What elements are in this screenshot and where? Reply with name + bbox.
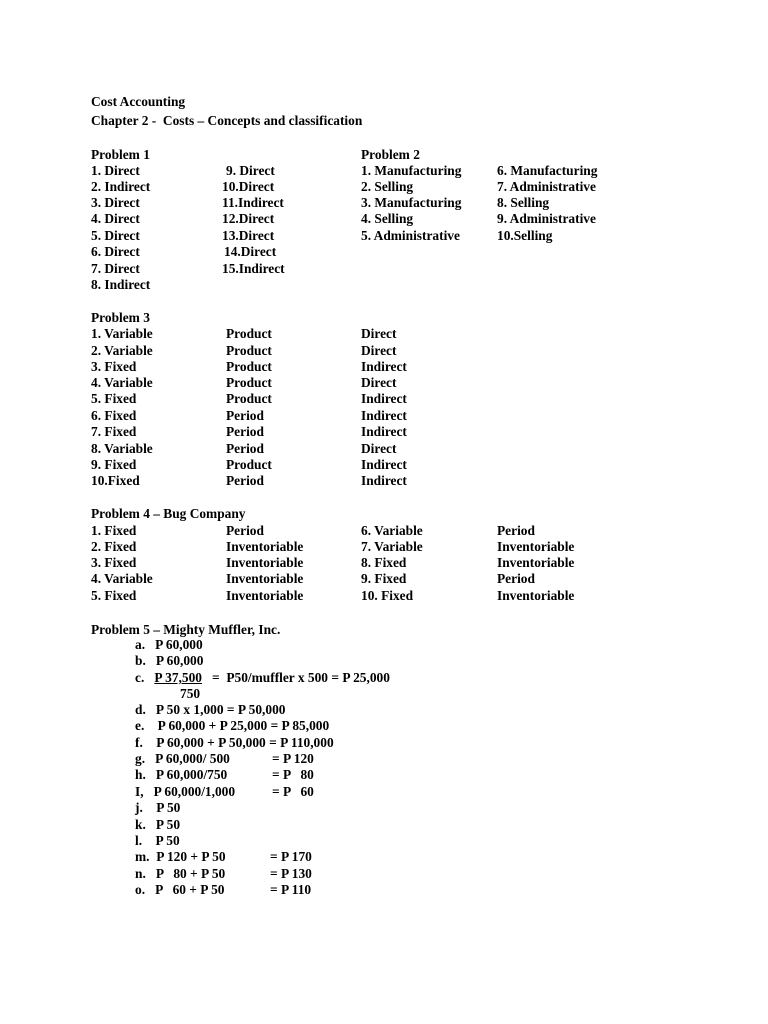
- problem-3-behavior: 1. Variable: [91, 326, 153, 341]
- problem-1-answer: 14.Direct: [224, 244, 277, 259]
- problem-2-title: Problem 2: [361, 147, 420, 162]
- problem-3-cost-type: Period: [226, 441, 264, 456]
- problem-3-cost-type: Product: [226, 359, 272, 374]
- problem-4-behavior: 8. Fixed: [361, 555, 407, 570]
- problem-4-cost-type: Inventoriable: [226, 571, 304, 586]
- problem-5-item-a: a. P 60,000: [135, 637, 203, 652]
- problem-4-title: Problem 4 – Bug Company: [91, 506, 246, 521]
- problem-5-item-o: o. P 60 + P 50: [135, 882, 225, 897]
- problem-3-traceability: Indirect: [361, 424, 407, 439]
- problem-3-cost-type: Product: [226, 343, 272, 358]
- problem-5-item-k: k. P 50: [135, 817, 181, 832]
- problem-5-item-h-result: = P 80: [272, 767, 314, 782]
- problem-3-cost-type: Product: [226, 457, 272, 472]
- problem-4-cost-type: Inventoriable: [497, 539, 575, 554]
- problem-2-answer: 6. Manufacturing: [497, 163, 598, 178]
- problem-5-item-d: d. P 50 x 1,000 = P 50,000: [135, 702, 286, 717]
- problem-3-cost-type: Product: [226, 375, 272, 390]
- problem-3-cost-type: Product: [226, 326, 272, 341]
- fraction-denominator: 750: [180, 686, 201, 701]
- document-chapter-title: Chapter 2 - Costs – Concepts and classification: [91, 113, 363, 128]
- problem-5-item-h: h. P 60,000/750: [135, 767, 228, 782]
- problem-3-behavior: 2. Variable: [91, 343, 153, 358]
- problem-5-item-l: l. P 50: [135, 833, 180, 848]
- problem-3-traceability: Direct: [361, 343, 397, 358]
- problem-1-answer: 6. Direct: [91, 244, 140, 259]
- problem-1-answer: 4. Direct: [91, 211, 140, 226]
- problem-4-cost-type: Period: [497, 571, 535, 586]
- problem-4-behavior: 1. Fixed: [91, 523, 137, 538]
- problem-5-item-n-result: = P 130: [270, 866, 312, 881]
- problem-5-title: Problem 5 – Mighty Muffler, Inc.: [91, 622, 281, 637]
- problem-5-item-n: n. P 80 + P 50: [135, 866, 226, 881]
- problem-1-answer: 5. Direct: [91, 228, 140, 243]
- problem-3-traceability: Indirect: [361, 457, 407, 472]
- problem-5-item-e: e. P 60,000 + P 25,000 = P 85,000: [135, 718, 330, 733]
- problem-3-traceability: Indirect: [361, 359, 407, 374]
- problem-5-item-b: b. P 60,000: [135, 653, 204, 668]
- problem-4-cost-type: Inventoriable: [226, 588, 304, 603]
- problem-4-cost-type: Inventoriable: [497, 588, 575, 603]
- problem-1-answer: 8. Indirect: [91, 277, 151, 292]
- problem-5-item-i-result: = P 60: [272, 784, 314, 799]
- problem-4-behavior: 2. Fixed: [91, 539, 137, 554]
- problem-3-behavior: 4. Variable: [91, 375, 153, 390]
- problem-4-behavior: 5. Fixed: [91, 588, 137, 603]
- problem-2-answer: 7. Administrative: [497, 179, 596, 194]
- problem-3-cost-type: Period: [226, 473, 264, 488]
- problem-4-behavior: 6. Variable: [361, 523, 423, 538]
- problem-1-title: Problem 1: [91, 147, 150, 162]
- fraction-numerator: P 37,500: [154, 670, 202, 685]
- problem-1-answer: 3. Direct: [91, 195, 140, 210]
- problem-2-answer: 2. Selling: [361, 179, 414, 194]
- problem-2-answer: 5. Administrative: [361, 228, 460, 243]
- problem-5-item-g: g. P 60,000/ 500: [135, 751, 230, 766]
- problem-3-behavior: 9. Fixed: [91, 457, 137, 472]
- problem-4-cost-type: Inventoriable: [226, 539, 304, 554]
- fraction-result: = P50/muffler x 500 = P 25,000: [201, 670, 390, 685]
- problem-1-answer: 13.Direct: [222, 228, 275, 243]
- problem-4-behavior: 7. Variable: [361, 539, 423, 554]
- problem-2-answer: 4. Selling: [361, 211, 414, 226]
- problem-4-behavior: 10. Fixed: [361, 588, 414, 603]
- item-label: c.: [135, 670, 155, 685]
- problem-1-answer: 12.Direct: [222, 211, 275, 226]
- problem-2-answer: 9. Administrative: [497, 211, 596, 226]
- problem-4-cost-type: Inventoriable: [497, 555, 575, 570]
- problem-4-cost-type: Period: [497, 523, 535, 538]
- problem-3-behavior: 10.Fixed: [91, 473, 140, 488]
- problem-3-behavior: 7. Fixed: [91, 424, 137, 439]
- problem-2-answer: 10.Selling: [497, 228, 553, 243]
- problem-1-answer: 9. Direct: [226, 163, 275, 178]
- problem-3-behavior: 5. Fixed: [91, 391, 137, 406]
- problem-5-item-o-result: = P 110: [270, 882, 312, 897]
- problem-5-item-f: f. P 60,000 + P 50,000 = P 110,000: [135, 735, 334, 750]
- problem-5-item-m: m. P 120 + P 50: [135, 849, 226, 864]
- problem-1-answer: 7. Direct: [91, 261, 140, 276]
- problem-2-answer: 8. Selling: [497, 195, 550, 210]
- problem-4-cost-type: Period: [226, 523, 264, 538]
- problem-5-item-m-result: = P 170: [270, 849, 312, 864]
- problem-3-cost-type: Product: [226, 391, 272, 406]
- problem-3-traceability: Direct: [361, 375, 397, 390]
- problem-3-behavior: 3. Fixed: [91, 359, 137, 374]
- document-course-title: Cost Accounting: [91, 94, 186, 109]
- problem-1-answer: 2. Indirect: [91, 179, 151, 194]
- problem-5-item-i: I, P 60,000/1,000: [135, 784, 236, 799]
- problem-1-answer: 1. Direct: [91, 163, 140, 178]
- problem-4-behavior: 3. Fixed: [91, 555, 137, 570]
- problem-3-title: Problem 3: [91, 310, 150, 325]
- problem-4-behavior: 4. Variable: [91, 571, 153, 586]
- problem-2-answer: 3. Manufacturing: [361, 195, 462, 210]
- problem-5-item-g-result: = P 120: [272, 751, 314, 766]
- problem-3-traceability: Indirect: [361, 473, 407, 488]
- problem-4-cost-type: Inventoriable: [226, 555, 304, 570]
- problem-1-answer: 15.Indirect: [222, 261, 285, 276]
- problem-3-cost-type: Period: [226, 408, 264, 423]
- problem-3-traceability: Direct: [361, 326, 397, 341]
- problem-3-traceability: Direct: [361, 441, 397, 456]
- problem-1-answer: 11.Indirect: [222, 195, 284, 210]
- problem-4-behavior: 9. Fixed: [361, 571, 407, 586]
- problem-5-item-j: j. P 50: [135, 800, 181, 815]
- problem-3-behavior: 6. Fixed: [91, 408, 137, 423]
- problem-5-item-c: [135, 670, 390, 686]
- problem-2-answer: 1. Manufacturing: [361, 163, 462, 178]
- problem-3-traceability: Indirect: [361, 408, 407, 423]
- problem-3-behavior: 8. Variable: [91, 441, 153, 456]
- problem-3-cost-type: Period: [226, 424, 264, 439]
- problem-3-traceability: Indirect: [361, 391, 407, 406]
- problem-1-answer: 10.Direct: [222, 179, 275, 194]
